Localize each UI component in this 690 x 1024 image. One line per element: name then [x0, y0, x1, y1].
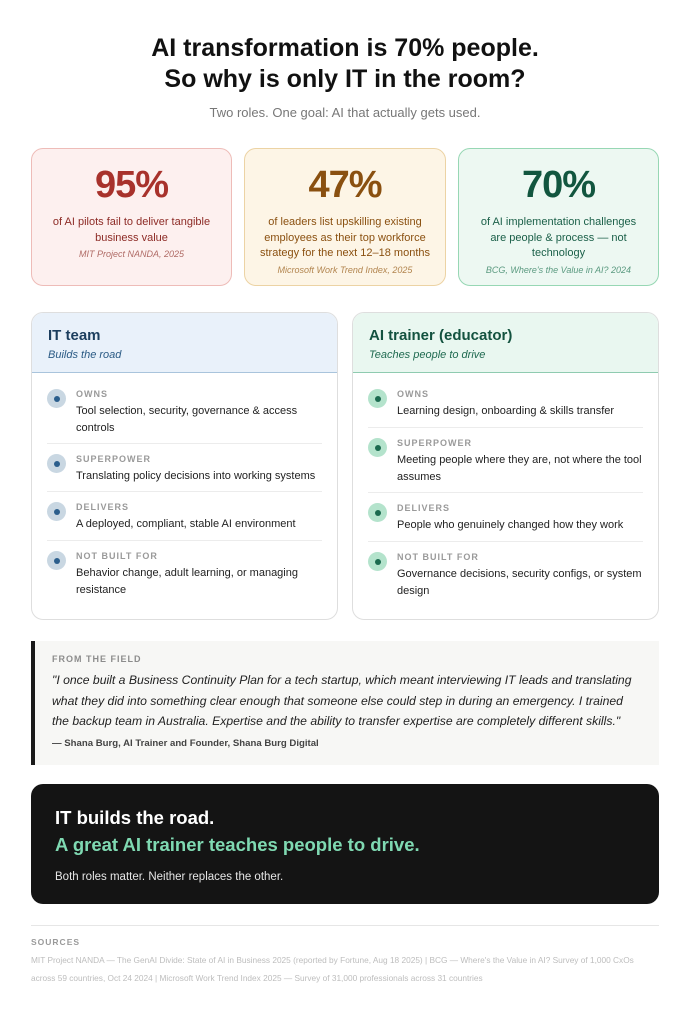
page-subtitle: Two roles. One goal: AI that actually gets used. [209, 105, 481, 120]
quote-label: FROM THE FIELD [52, 654, 142, 664]
role-item-owns [47, 388, 322, 444]
role-item-delivers [368, 493, 643, 542]
item-label: SUPERPOWER [397, 438, 473, 448]
stat-source: Microsoft Work Trend Index, 2025 [277, 264, 413, 275]
stat-description: of leaders list upskilling existing employees as their top workforce strategy for the next 12–18 months [260, 216, 430, 259]
item-text: Governance decisions, security configs, or system design [397, 568, 642, 597]
role-item-owns [368, 388, 643, 428]
banner-line-1: IT builds the road. [55, 807, 215, 828]
quote-text: "I once built a Business Continuity Plan for a tech startup, which meant interviewing IT leads and translating what they did into something clear enough that someone else could step in during an emergency. I trained the backup team in Australia. Expertise and the ability to transfer expertise are completely different skills." [52, 673, 632, 728]
role-title: IT team [48, 327, 101, 344]
banner-line-2: A great AI trainer teaches people to drive. [55, 834, 420, 855]
role-subtitle: Teaches people to drive [369, 349, 486, 361]
role-card-header [353, 313, 658, 373]
role-subtitle: Builds the road [48, 349, 122, 361]
title-line-1: AI transformation is 70% people. [151, 34, 539, 62]
bullet-dot-icon [368, 503, 387, 522]
item-text: A deployed, compliant, stable AI environment [76, 518, 296, 530]
role-card-ai-trainer [352, 312, 659, 620]
role-item-superpower [47, 444, 322, 492]
summary-banner [31, 784, 659, 904]
role-title: AI trainer (educator) [369, 327, 513, 344]
item-text: Learning design, onboarding & skills transfer [397, 405, 615, 417]
item-text: Tool selection, security, governance & access controls [76, 405, 298, 434]
stat-card-ai-pilots [31, 148, 232, 286]
bullet-dot-icon [47, 454, 66, 473]
quote-author: — Shana Burg, AI Trainer and Founder, Shana Burg Digital [52, 737, 319, 749]
item-label: SUPERPOWER [76, 454, 152, 464]
bullet-dot-icon [47, 502, 66, 521]
role-items [32, 373, 337, 601]
stat-source: BCG, Where's the Value in AI? 2024 [485, 264, 632, 275]
stat-source: MIT Project NANDA, 2025 [78, 249, 185, 259]
bullet-dot-icon [47, 389, 66, 408]
item-label: NOT BUILT FOR [397, 552, 479, 562]
stat-description: of AI pilots fail to deliver tangible business value [52, 216, 211, 244]
role-card-header [32, 313, 337, 373]
role-item-not-built-for [368, 542, 643, 602]
banner-line-3: Both roles matter. Neither replaces the other. [55, 871, 284, 883]
stat-value: 70% [521, 164, 596, 206]
item-label: NOT BUILT FOR [76, 551, 158, 561]
role-items [353, 373, 658, 602]
stat-description: of AI implementation challenges are people & process — not technology [480, 216, 637, 259]
role-card-it-team [31, 312, 338, 620]
bullet-dot-icon [368, 438, 387, 457]
title-line-2: So why is only IT in the room? [164, 65, 526, 93]
item-text: People who genuinely changed how they work [397, 519, 624, 531]
item-label: OWNS [76, 389, 108, 399]
bullet-dot-icon [368, 389, 387, 408]
bullet-dot-icon [368, 552, 387, 571]
stat-value: 47% [308, 164, 382, 206]
item-text: Behavior change, adult learning, or managing resistance [76, 567, 298, 596]
sources-divider [31, 925, 659, 926]
sources-text: MIT Project NANDA — The GenAI Divide: State of AI in Business 2025 (reported by Fortune, Aug 18 2025) | BCG — Where's the Value in AI? Survey of 1,000 CxOs across 59 countries, Oct 24 2024 | Microsoft Work Trend Index 2025 — Survey of 31,000 professionals across 31 countries [31, 955, 634, 983]
item-label: OWNS [397, 389, 429, 399]
item-text: Translating policy decisions into working systems [76, 470, 316, 482]
sources-label: SOURCES [31, 937, 81, 947]
bullet-dot-icon [47, 551, 66, 570]
item-label: DELIVERS [76, 502, 130, 512]
role-item-not-built-for [47, 541, 322, 601]
role-item-superpower [368, 428, 643, 493]
item-label: DELIVERS [397, 503, 451, 513]
item-text: Meeting people where they are, not where the tool assumes [397, 454, 642, 483]
stat-card-people-process [458, 148, 659, 286]
role-item-delivers [47, 492, 322, 541]
stat-value: 95% [94, 164, 169, 206]
page-title [0, 33, 690, 95]
field-quote [31, 641, 659, 765]
stat-card-upskilling [244, 148, 446, 286]
